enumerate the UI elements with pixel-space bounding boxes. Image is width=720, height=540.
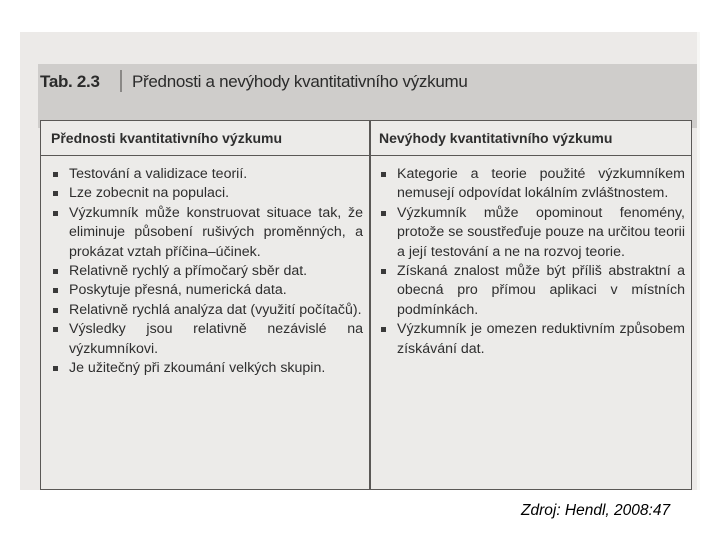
scanned-page	[20, 32, 700, 490]
list-item: Lze zobecnit na populaci.	[51, 184, 363, 203]
list-item: Kategorie a teorie použité výzkumníkem nemusejí odpovídat lokálním zvláštnostem.	[379, 165, 685, 204]
list-item: Výzkumník může konstruovat situace tak, že eliminuje působení rušivých proměnných, a prokázat vztah příčina–účinek.	[51, 204, 363, 262]
disadvantages-list	[379, 165, 685, 359]
list-item: Získaná znalost může být příliš abstraktní a obecná pro přímou aplikaci v místních podmínkách.	[379, 262, 685, 320]
comparison-table	[40, 120, 692, 490]
table-title: Přednosti a nevýhody kvantitativního výzkumu	[132, 72, 468, 91]
table-number: Tab. 2.3	[40, 72, 100, 91]
list-item: Výzkumník je omezen reduktivním způsobem získávání dat.	[379, 320, 685, 359]
advantages-column	[51, 165, 363, 378]
list-item: Relativně rychlá analýza dat (využití počítačů).	[51, 301, 363, 320]
advantages-list	[51, 165, 363, 378]
list-item: Testování a validizace teorií.	[51, 165, 363, 184]
column-divider	[369, 121, 371, 489]
list-item: Poskytuje přesná, numerická data.	[51, 281, 363, 300]
list-item: Je užitečný při zkoumání velkých skupin.	[51, 359, 363, 378]
list-item: Výsledky jsou relativně nezávislé na výzkumníkovi.	[51, 320, 363, 359]
source-citation: Zdroj: Hendl, 2008:47	[521, 502, 671, 519]
scan-edge	[697, 32, 700, 490]
header-advantages: Přednosti kvantitativního výzkumu	[51, 130, 283, 146]
caption-separator	[120, 70, 122, 92]
list-item: Relativně rychlý a přímočarý sběr dat.	[51, 262, 363, 281]
disadvantages-column	[379, 165, 685, 359]
list-item: Výzkumník může opominout fenomény, protože se soustřeďuje pouze na určitou teorii a její testování a ne na rozvoj teorie.	[379, 204, 685, 262]
header-disadvantages: Nevýhody kvantitativního výzkumu	[379, 130, 613, 146]
